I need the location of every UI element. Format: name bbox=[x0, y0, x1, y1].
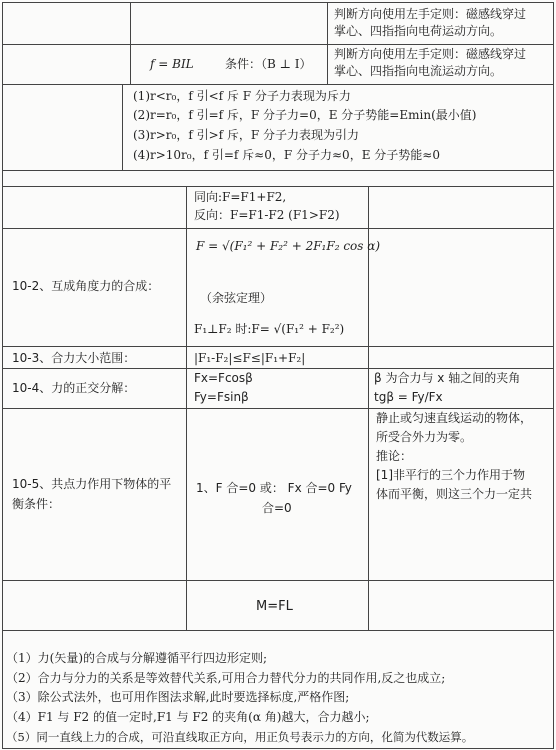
fy-formula: Fy=Fsinβ bbox=[194, 390, 249, 404]
table-rule bbox=[2, 346, 554, 347]
section-label: 10-2、互成角度力的合成： bbox=[12, 279, 160, 293]
section-label: 衡条件： bbox=[12, 497, 61, 511]
table-column-rule bbox=[130, 2, 131, 84]
section-label: 10-5、共点力作用下物体的平 bbox=[12, 477, 172, 491]
equilibrium-note-line: [1]非平行的三个力作用于物 bbox=[376, 468, 525, 482]
equilibrium-note-line: 体而平衡，则这三个力一定共 bbox=[376, 487, 533, 501]
condition-text: 条件：（B ⊥ I） bbox=[225, 57, 312, 71]
resultant-formula: F = √(F₁² + F₂² + 2F₁F₂ cos α) bbox=[196, 239, 381, 253]
table-column-rule bbox=[327, 2, 328, 84]
equilibrium-note-line: 静止或匀速直线运动的物体， bbox=[376, 411, 533, 425]
equilibrium-condition-line: 合=0 bbox=[262, 501, 292, 515]
table-border-right bbox=[553, 2, 554, 748]
moment-formula: M=FL bbox=[256, 599, 293, 614]
angle-note-line: tgβ = Fy/Fx bbox=[374, 390, 443, 404]
equilibrium-note-line: 推论： bbox=[376, 449, 413, 463]
collinear-force-line: 同向:F=F1+F2, bbox=[194, 190, 287, 204]
cosine-law-note: （余弦定理） bbox=[200, 291, 273, 305]
molecular-force-line: (4)r>10r₀，f 引=f 斥≈0，F 分子力≈0，E 分子势能≈0 bbox=[133, 148, 440, 162]
section-label: 10-3、合力大小范围： bbox=[12, 351, 136, 365]
note-line: （5）同一直线上力的合成，可沿直线取正方向，用正负号表示力的方向，化简为代数运算。 bbox=[6, 730, 474, 744]
molecular-force-line: (1)r<r₀，f 引<f 斥 F 分子力表现为斥力 bbox=[133, 89, 351, 103]
perpendicular-formula: F₁⊥F₂ 时:F= √(F₁² + F₂²) bbox=[194, 322, 345, 336]
note-line: （1）力(矢量)的合成与分解遵循平行四边形定则; bbox=[6, 651, 268, 665]
angle-note-line: β 为合力与 x 轴之间的夹角 bbox=[374, 371, 521, 385]
table-rule bbox=[2, 408, 554, 409]
table-rule bbox=[2, 44, 554, 45]
table-border-top bbox=[2, 2, 554, 3]
molecular-force-line: (2)r=r₀，f 引=f 斥，F 分子力=0，E 分子势能=Emin(最小值) bbox=[133, 108, 477, 122]
fx-formula: Fx=Fcosβ bbox=[194, 371, 253, 385]
table-column-rule bbox=[368, 580, 369, 630]
equilibrium-condition-line: 1、F 合=0 或： Fx 合=0 Fy bbox=[196, 481, 352, 495]
table-rule bbox=[2, 84, 554, 85]
lorentz-formula: f = BIL bbox=[150, 57, 194, 71]
note-line: （3）除公式法外，也可用作图法求解,此时要选择标度,严格作图; bbox=[6, 690, 350, 704]
table-rule bbox=[2, 186, 554, 187]
table-border-bottom bbox=[2, 748, 554, 749]
table-border-left bbox=[2, 2, 3, 748]
row1-right-line: 判断方向使用左手定则：磁感线穿过 bbox=[334, 7, 527, 21]
table-column-rule bbox=[186, 186, 187, 580]
table-column-rule bbox=[186, 580, 187, 630]
row2-right-line: 掌心、四指指向电流运动方向。 bbox=[334, 64, 503, 78]
table-rule bbox=[2, 580, 554, 581]
table-column-rule bbox=[122, 84, 123, 170]
table-rule bbox=[2, 368, 554, 369]
note-line: （4）F1 与 F2 的值一定时,F1 与 F2 的夹角(α 角)越大，合力越小; bbox=[6, 710, 370, 724]
row2-right-line: 判断方向使用左手定则：磁感线穿过 bbox=[334, 47, 527, 61]
table-rule bbox=[2, 170, 554, 171]
collinear-force-line: 反向：F=F1-F2 (F1>F2) bbox=[194, 208, 340, 222]
range-formula: |F₁-F₂|≤F≤|F₁+F₂| bbox=[194, 351, 306, 365]
table-rule bbox=[2, 228, 554, 229]
note-line: （2）合力与分力的关系是等效替代关系,可用合力替代分力的共同作用,反之也成立; bbox=[6, 671, 446, 685]
equilibrium-note-line: 所受合外力为零。 bbox=[376, 430, 473, 444]
row1-right-line: 掌心、四指指向电荷运动方向。 bbox=[334, 24, 503, 38]
table-rule bbox=[2, 630, 554, 631]
section-label: 10-4、力的正交分解： bbox=[12, 381, 136, 395]
molecular-force-line: (3)r>r₀，f 引>f 斥，F 分子力表现为引力 bbox=[133, 128, 360, 142]
